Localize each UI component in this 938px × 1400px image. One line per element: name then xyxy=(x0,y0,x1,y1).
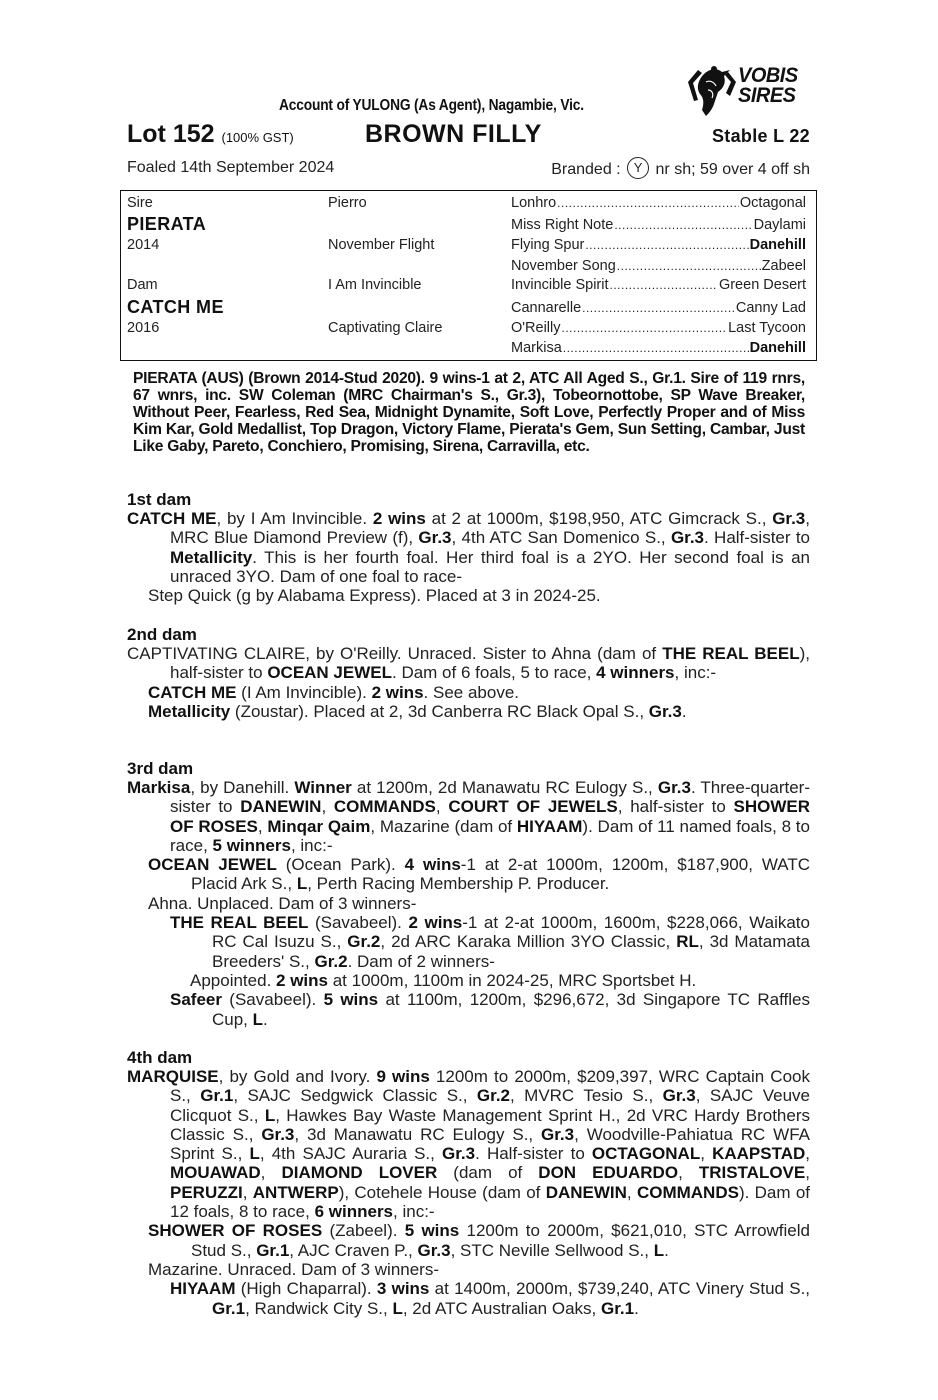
section-4th-dam xyxy=(127,1048,810,1318)
grandparent: Captivating Claire xyxy=(328,320,443,336)
section-title: 4th dam xyxy=(127,1048,193,1067)
vobis-sires-logo xyxy=(684,60,820,116)
sire-label: Sire xyxy=(127,195,153,211)
sire-year: 2014 xyxy=(127,237,160,253)
branded-info xyxy=(551,156,810,179)
section-2nd-dam xyxy=(127,625,810,721)
pedigree-entry: CATCH ME (I Am Invincible). 2 wins. See above. xyxy=(148,682,519,702)
pedigree-entry: Appointed. 2 wins at 1000m, 1100m in 2024-25, MRC Sportsbet H. xyxy=(190,970,697,990)
dam-year: 2016 xyxy=(127,320,160,336)
pedigree-entry: MARQUISE, by Gold and Ivory. 9 wins 1200m to 2000m, $209,397, WRC Captain Cook S., Gr.1, SAJC Sedgwick Classic S., Gr.2, MVRC Tesio S., Gr.3, SAJC Veuve Clicquot S., L, Hawkes Bay Waste Management Sprint H., 2d VRC Hardy Brothers Classic S., Gr.3, 3d Manawatu RC Eulogy S., Gr.3, Woodville-Pahiatua RC WFA Sprint S., L, 4th SAJC Auraria S., Gr.3. Half-sister to OCTAGONAL, KAAPSTAD, MOUAWAD, DIAMOND LOVER (dam of DON EDUARDO, TRISTALOVE, PERUZZI, ANTWERP), Cotehele House (dam of DANEWIN, COMMANDS). Dam of 12 foals, 8 to race, 6 winners, inc:- xyxy=(127,1067,811,1222)
pedigree-entry: Safeer (Savabeel). 5 wins at 1100m, 1200m, $296,672, 3d Singapore TC Raffles Cup, L. xyxy=(170,990,810,1029)
pedigree-entry: THE REAL BEEL (Savabeel). 2 wins-1 at 2-at 1000m, 1600m, $228,066, Waikato RC Cal Isuzu S., Gr.2, 2d ARC Karaka Million 3YO Classic, RL, 3d Matamata Breeders' S., Gr.2. Dam of 2 winners- xyxy=(170,913,811,971)
lot-number-value: 152 xyxy=(172,120,215,148)
foaled-date: Foaled 14th September 2024 xyxy=(127,159,335,176)
great-grandparent-row: O'Reilly ..... Last Tycoon xyxy=(511,320,806,336)
branded-detail: nr sh; 59 over 4 off sh xyxy=(655,161,810,178)
pedigree-entry: Mazarine. Unraced. Dam of 3 winners- xyxy=(148,1259,440,1279)
section-title: 1st dam xyxy=(127,490,192,509)
vendor-account: Account of YULONG (As Agent), Nagambie, Vic. xyxy=(279,97,584,114)
section-entries xyxy=(127,778,810,1029)
logo-line2: SIRES xyxy=(738,84,796,107)
lot-number xyxy=(127,120,294,149)
stable-location: Stable L 22 xyxy=(711,126,810,146)
pedigree-entry: CAPTIVATING CLAIRE, by O'Reilly. Unraced. Sister to Ahna (dam of THE REAL BEEL), half-sister to OCEAN JEWEL. Dam of 6 foals, 5 to race, 4 winners, inc:- xyxy=(127,644,811,683)
section-entries xyxy=(127,509,810,605)
great-grandparent-row: Miss Right Note ..... Daylami xyxy=(511,217,806,233)
pedigree-entry: Metallicity (Zoustar). Placed at 2, 3d Canberra RC Black Opal S., Gr.3. xyxy=(148,701,687,721)
pedigree-entry: OCEAN JEWEL (Ocean Park). 4 wins-1 at 2-at 1000m, 1200m, $187,900, WATC Placid Ark S., L, Perth Racing Membership P. Producer. xyxy=(148,855,810,894)
dam-label: Dam xyxy=(127,277,158,293)
section-title: 3rd dam xyxy=(127,759,194,778)
branded-label: Branded : xyxy=(551,161,621,178)
section-entries xyxy=(127,644,810,721)
pedigree-entry: SHOWER OF ROSES (Zabeel). 5 wins 1200m to 2000m, $621,010, STC Arrowfield Stud S., Gr.1, AJC Craven P., Gr.3, STC Neville Sellwood S., L. xyxy=(148,1221,810,1260)
logo-wordmark xyxy=(738,66,798,106)
section-title: 2nd dam xyxy=(127,625,197,644)
pedigree-entry: HIYAAM (High Chaparral). 3 wins at 1400m, 2000m, $739,240, ATC Vinery Stud S., Gr.1, Randwick City S., L, 2d ATC Australian Oaks, Gr.1. xyxy=(170,1279,811,1318)
horse-description: BROWN FILLY xyxy=(365,120,542,148)
pedigree-entry: Markisa, by Danehill. Winner at 1200m, 2d Manawatu RC Eulogy S., Gr.3. Three-quarter-sister to DANEWIN, COMMANDS, COURT OF JEWELS, half-sister to SHOWER OF ROSES, Minqar Qaim, Mazarine (dam of HIYAAM). Dam of 11 named foals, 8 to race, 5 winners, inc:- xyxy=(127,778,811,855)
sire-name: PIERATA xyxy=(127,214,207,234)
grandparent: I Am Invincible xyxy=(328,277,422,293)
section-entries xyxy=(127,1067,810,1318)
pedigree-entry: Ahna. Unplaced. Dam of 3 winners- xyxy=(148,893,417,913)
pedigree-table xyxy=(120,190,817,361)
great-grandparent-row: Cannarelle ..... Canny Lad xyxy=(511,300,806,316)
section-3rd-dam xyxy=(127,759,810,1029)
dam-name: CATCH ME xyxy=(127,297,224,317)
lot-header xyxy=(127,120,810,152)
great-grandparent-row: Markisa ..... Danehill xyxy=(511,340,806,356)
grandparent: November Flight xyxy=(328,237,435,253)
sire-summary: PIERATA (AUS) (Brown 2014-Stud 2020). 9 wins-1 at 2, ATC All Aged S., Gr.1. Sire of 119 rnrs, 67 wnrs, inc. SW Coleman (MRC Chairman's S., Gr.3), Tobeornottobe, SP Wave Breaker, Without Peer, Fearless, Red Sea, Midnight Dynamite, Soft Love, Perfectly Proper and of Miss Kim Kar, Gold Medallist, Top Dragon, Victory Flame, Pierata's Gem, Sun Setting, Cambar, Just Like Gaby, Pareto, Conchiero, Promising, Sirena, Carravilla, etc. xyxy=(133,370,805,455)
pedigree-entry: CATCH ME, by I Am Invincible. 2 wins at 2 at 1000m, $198,950, ATC Gimcrack S., Gr.3, MRC Blue Diamond Preview (f), Gr.3, 4th ATC San Domenico S., Gr.3. Half-sister to Metallicity. This is her fourth foal. Her third foal is a 2YO. Her second foal is an unraced 3YO. Dam of one foal to race- xyxy=(127,509,811,586)
pedigree-entry: Step Quick (g by Alabama Express). Placed at 3 in 2024-25. xyxy=(148,586,601,606)
gst-note: (100% GST) xyxy=(221,130,294,145)
grandparent: Pierro xyxy=(328,195,367,211)
horse-and-rider-icon xyxy=(684,60,740,116)
lot-label: Lot xyxy=(127,120,166,148)
great-grandparent-row: Invincible Spirit ..... Green Desert xyxy=(511,277,806,293)
logo-line1: VOBIS xyxy=(738,64,798,87)
brand-symbol-icon: Y xyxy=(627,157,649,179)
great-grandparent-row: Lonhro ..... Octagonal xyxy=(511,195,806,211)
great-grandparent-row: November Song ..... Zabeel xyxy=(511,258,806,274)
section-1st-dam xyxy=(127,490,810,605)
great-grandparent-row: Flying Spur ..... Danehill xyxy=(511,237,806,253)
